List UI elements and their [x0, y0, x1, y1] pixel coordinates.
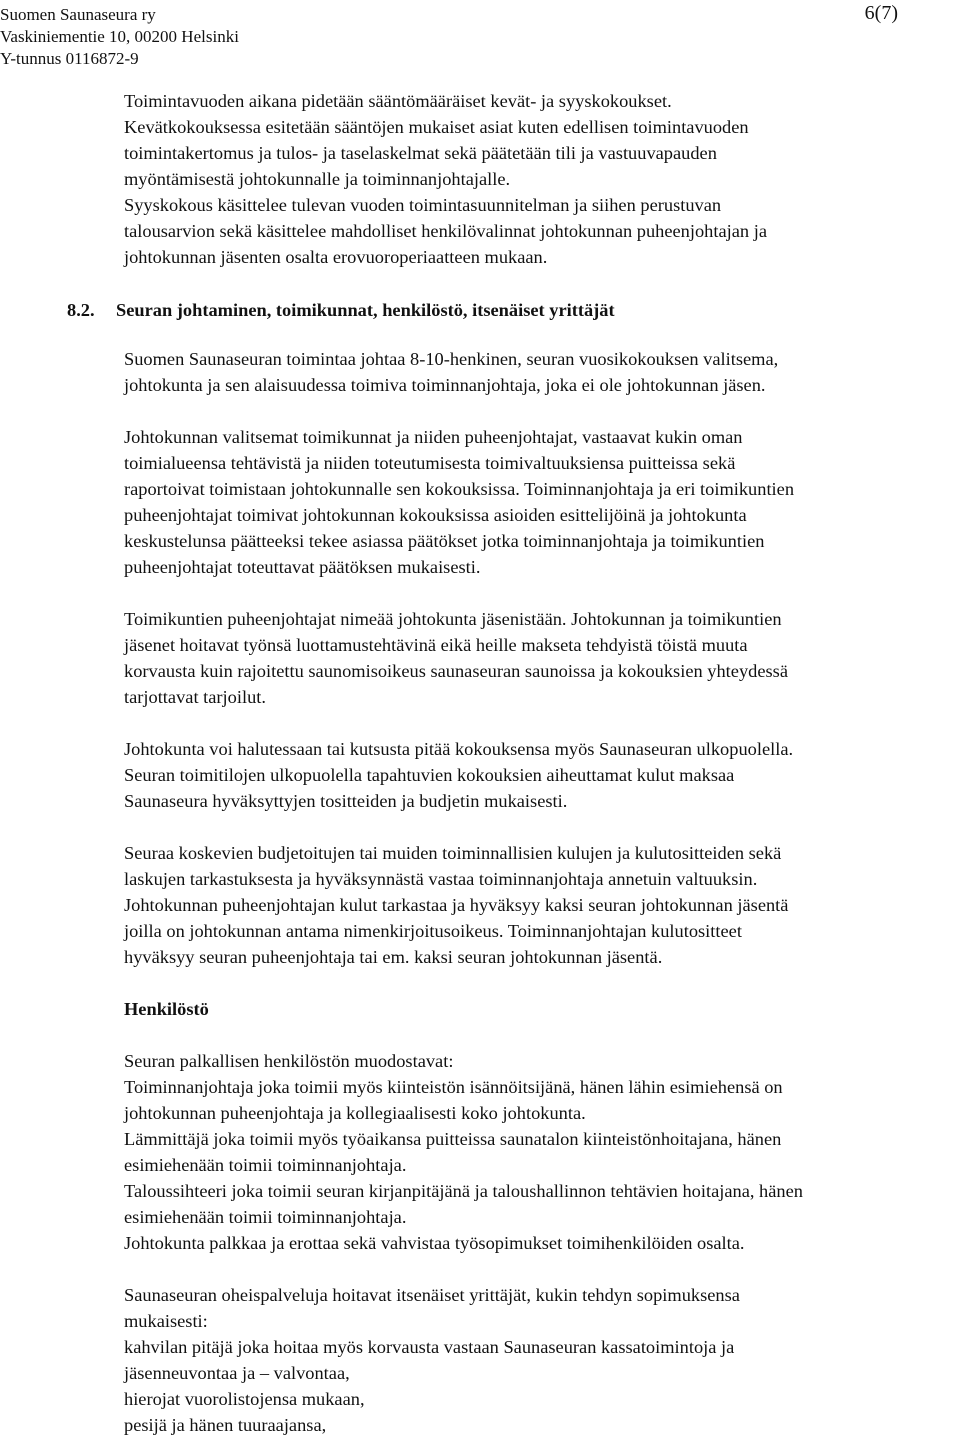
section-heading	[67, 297, 615, 323]
paragraph-committee-chairs	[124, 606, 960, 710]
text-line: Toimikuntien puheenjohtajat nimeää johtokunta jäsenistään. Johtokunnan ja toimikuntien	[124, 609, 782, 629]
text-line: Toimintavuoden aikana pidetään sääntömääräiset kevät- ja syyskokoukset.	[124, 91, 672, 111]
text-line: hierojat vuorolistojensa mukaan,	[124, 1389, 365, 1409]
text-line: myöntämisestä johtokunnalle ja toiminnanjohtajalle.	[124, 169, 511, 189]
text-line: tarjottavat tarjoilut.	[124, 687, 266, 707]
text-line: esimiehenään toimii toiminnanjohtaja.	[124, 1207, 407, 1227]
document-header	[0, 4, 239, 70]
text-line: Kevätkokouksessa esitetään sääntöjen mukaiset asiat kuten edellisen toimintavuoden	[124, 117, 749, 137]
text-line: keskustelunsa päätteeksi tekee asiassa päätökset jotka toiminnanjohtaja ja toimikuntien	[124, 531, 765, 551]
text-line: raportoivat toimistaan johtokunnalle sen kokouksissa. Toiminnanjohtaja ja eri toimikuntien	[124, 479, 795, 499]
text-line: talousarvion sekä käsittelee mahdolliset henkilövalinnat johtokunnan puheenjohtajan ja	[124, 221, 767, 241]
section-number: 8.2.	[67, 300, 95, 320]
text-line: johtokunta ja sen alaisuudessa toimiva toiminnanjohtaja, joka ei ole johtokunnan jäsen.	[124, 375, 766, 395]
paragraph-staff	[124, 1048, 960, 1256]
text-line: jäsenneuvontaa ja – valvontaa,	[124, 1363, 350, 1383]
text-line: johtokunnan jäsenten osalta erovuoroperiaatteen mukaan.	[124, 247, 548, 267]
text-line: Johtokunta voi halutessaan tai kutsusta pitää kokouksensa myös Saunaseuran ulkopuolella.	[124, 739, 794, 759]
text-line: Seuraa koskevien budjetoitujen tai muiden toiminnallisien kulujen ja kulutositteiden sekä	[124, 843, 782, 863]
section-title: Seuran johtaminen, toimikunnat, henkilöstö, itsenäiset yrittäjät	[116, 300, 615, 320]
text-line: pesijä ja hänen tuuraajansa,	[124, 1415, 327, 1435]
text-line: hyväksyy seuran puheenjohtaja tai em. kaksi seuran johtokunnan jäsentä.	[124, 947, 663, 967]
page-number: 6(7)	[864, 2, 898, 24]
text-line: Johtokunta palkkaa ja erottaa sekä vahvistaa työsopimukset toimihenkilöiden osalta.	[124, 1233, 745, 1253]
staff-heading	[124, 996, 960, 1022]
text-line: Lämmittäjä joka toimii myös työaikansa puitteissa saunatalon kiinteistönhoitajana, hänen	[124, 1129, 782, 1149]
text-line: puheenjohtajat toteuttavat päätöksen mukaisesti.	[124, 557, 481, 577]
paragraph-expenses	[124, 840, 960, 970]
paragraph-meetings	[124, 736, 960, 814]
org-name: Suomen Saunaseura ry	[0, 5, 156, 24]
text-line: esimiehenään toimii toiminnanjohtaja.	[124, 1155, 407, 1175]
text-line: Toiminnanjohtaja joka toimii myös kiinteistön isännöitsijänä, hänen lähin esimiehensä on	[124, 1077, 783, 1097]
paragraph-committees	[124, 424, 960, 580]
text-line: puheenjohtajat toimivat johtokunnan kokouksissa asioiden esittelijöinä ja johtokunta	[124, 505, 747, 525]
text-line: jäsenet hoitavat työnsä luottamustehtävinä eikä heille makseta tehdyistä töistä muuta	[124, 635, 748, 655]
text-line: Suomen Saunaseuran toimintaa johtaa 8-10-henkinen, seuran vuosikokouksen valitsema,	[124, 349, 779, 369]
text-line: toimialueensa tehtävistä ja niiden toteutumisesta toimivaltuuksiensa puitteissa sekä	[124, 453, 736, 473]
text-line: joilla on johtokunnan antama nimenkirjoitusoikeus. Toiminnanjohtajan kulutositteet	[124, 921, 742, 941]
text-line: korvausta kuin rajoitettu saunomisoikeus saunaseuran saunoissa ja kokouksien yhteydessä	[124, 661, 788, 681]
text-line: laskujen tarkastuksesta ja hyväksynnästä vastaa toiminnanjohtaja annetuin valtuuksin.	[124, 869, 758, 889]
intro-paragraph	[124, 88, 960, 270]
org-address: Vaskiniementie 10, 00200 Helsinki	[0, 27, 239, 46]
text-line: johtokunnan puheenjohtaja ja kollegiaalisesti koko johtokunta.	[124, 1103, 586, 1123]
text-line: toimintakertomus ja tulos- ja taselaskelmat sekä päätetään tili ja vastuuvapauden	[124, 143, 717, 163]
text-line: Johtokunnan valitsemat toimikunnat ja niiden puheenjohtajat, vastaavat kukin oman	[124, 427, 743, 447]
text-line: Syyskokous käsittelee tulevan vuoden toimintasuunnitelman ja siihen perustuvan	[124, 195, 722, 215]
text-line: Saunaseuran oheispalveluja hoitavat itsenäiset yrittäjät, kukin tehdyn sopimuksensa	[124, 1285, 740, 1305]
business-id: Y-tunnus 0116872-9	[0, 49, 139, 68]
text-line: Seuran palkallisen henkilöstön muodostavat:	[124, 1051, 454, 1071]
text-line: Johtokunnan puheenjohtajan kulut tarkastaa ja hyväksyy kaksi seuran johtokunnan jäsentä	[124, 895, 789, 915]
subheading: Henkilöstö	[124, 999, 209, 1019]
text-line: Taloussihteeri joka toimii seuran kirjanpitäjänä ja taloushallinnon tehtävien hoitajana, hänen	[124, 1181, 803, 1201]
paragraph-contractors	[124, 1282, 960, 1438]
paragraph-leadership	[124, 346, 960, 398]
text-line: Saunaseura hyväksyttyjen tositteiden ja budjetin mukaisesti.	[124, 791, 568, 811]
document-body	[124, 88, 960, 1438]
text-line: kahvilan pitäjä joka hoitaa myös korvausta vastaan Saunaseuran kassatoimintoja ja	[124, 1337, 735, 1357]
text-line: mukaisesti:	[124, 1311, 208, 1331]
text-line: Seuran toimitilojen ulkopuolella tapahtuvien kokouksien aiheuttamat kulut maksaa	[124, 765, 735, 785]
